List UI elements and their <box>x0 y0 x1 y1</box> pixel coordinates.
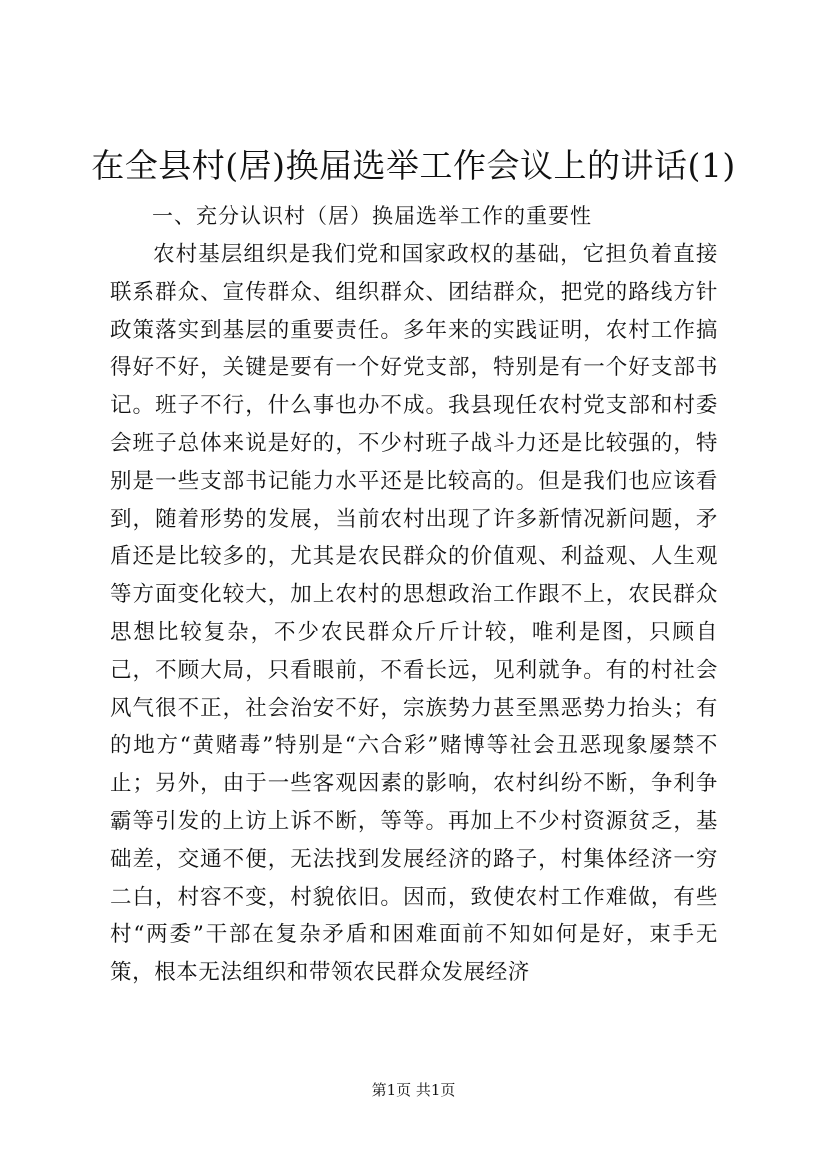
page-footer: 第1页 共1页 <box>371 1081 456 1099</box>
document-title: 在全县村(居)换届选举工作会议上的讲话(1) <box>91 146 736 185</box>
body-paragraph: 农村基层组织是我们党和国家政权的基础，它担负着直接联系群众、宣传群众、组织群众、团结群众，把党的路线方针政策落实到基层的重要责任。多年来的实践证明，农村工作搞得好不好，关键是要有一个好党支部，特别是有一个好支部书记。班子不行，什么事也办不成。我县现任农村党支部和村委会班子总体来说是好的，不少村班子战斗力还是比较强的，特别是一些支部书记能力水平还是比较高的。但是我们也应该看到，随着形势的发展，当前农村出现了许多新情况新问题，矛盾还是比较多的，尤其是农民群众的价值观、利益观、人生观等方面变化较大，加上农村的思想政治工作跟不上，农民群众思想比较复杂，不少农民群众斤斤计较，唯利是图，只顾自己，不顾大局，只看眼前，不看长远，见利就争。有的村社会风气很不正，社会治安不好，宗族势力甚至黑恶势力抬头；有的地方“黄赌毒”特别是“六合彩”赌博等社会丑恶现象屡禁不止；另外，由于一些客观因素的影响，农村纠纷不断，争利争霸等引发的上访上诉不断，等等。再加上不少村资源贫乏，基础差，交通不便，无法找到发展经济的路子，村集体经济一穷二白，村容不变，村貌依旧。因而，致使农村工作难做，有些村“两委”干部在复杂矛盾和困难面前不知如何是好，束手无策，根本无法组织和带领农民群众发展经济 <box>110 242 718 986</box>
section-heading: 一、充分认识村（居）换届选举工作的重要性 <box>152 204 592 228</box>
